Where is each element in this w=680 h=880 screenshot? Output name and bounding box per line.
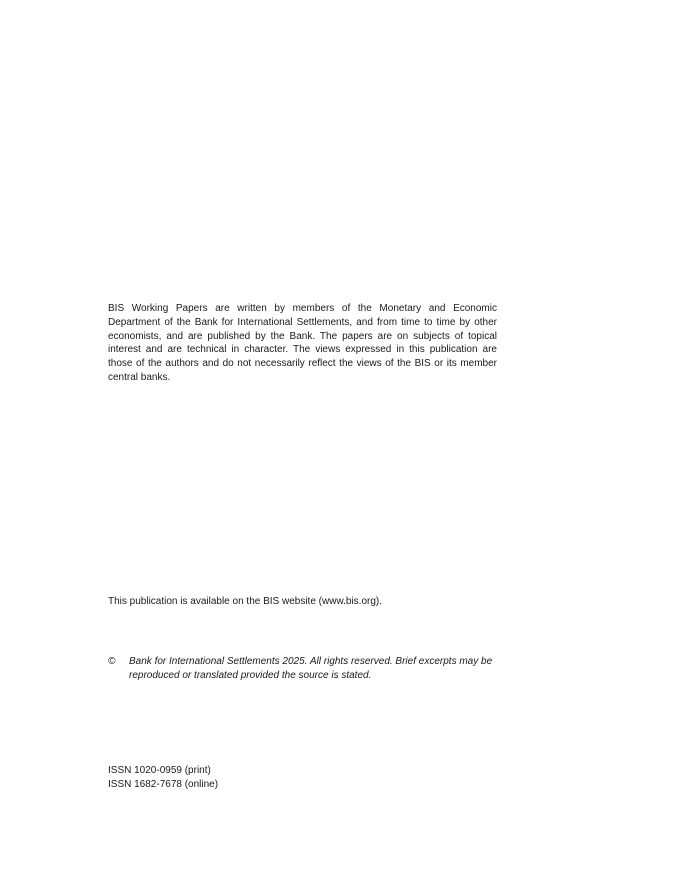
issn-online: ISSN 1682-7678 (online) xyxy=(108,779,219,790)
issn-print: ISSN 1020-0959 (print) xyxy=(108,765,211,776)
issn-block xyxy=(108,764,218,792)
copyright-notice xyxy=(108,655,497,683)
intro-paragraph: BIS Working Papers are written by members of the Monetary and Economic Department of the Bank for International Settlements, and from time to time by other economists, and are published by the Bank. The papers are on subjects of topical interest and are technical in character. The views expressed in this publication are those of the authors and do not necessarily reflect the views of the BIS or its member central banks. xyxy=(108,303,497,383)
copyright-text: Bank for International Settlements 2025. All rights reserved. Brief excerpts may be reproduced or translated provided the source is stated. xyxy=(129,656,493,681)
availability-note: This publication is available on the BIS website (www.bis.org). xyxy=(108,596,383,607)
copyright-symbol: © xyxy=(108,656,116,667)
